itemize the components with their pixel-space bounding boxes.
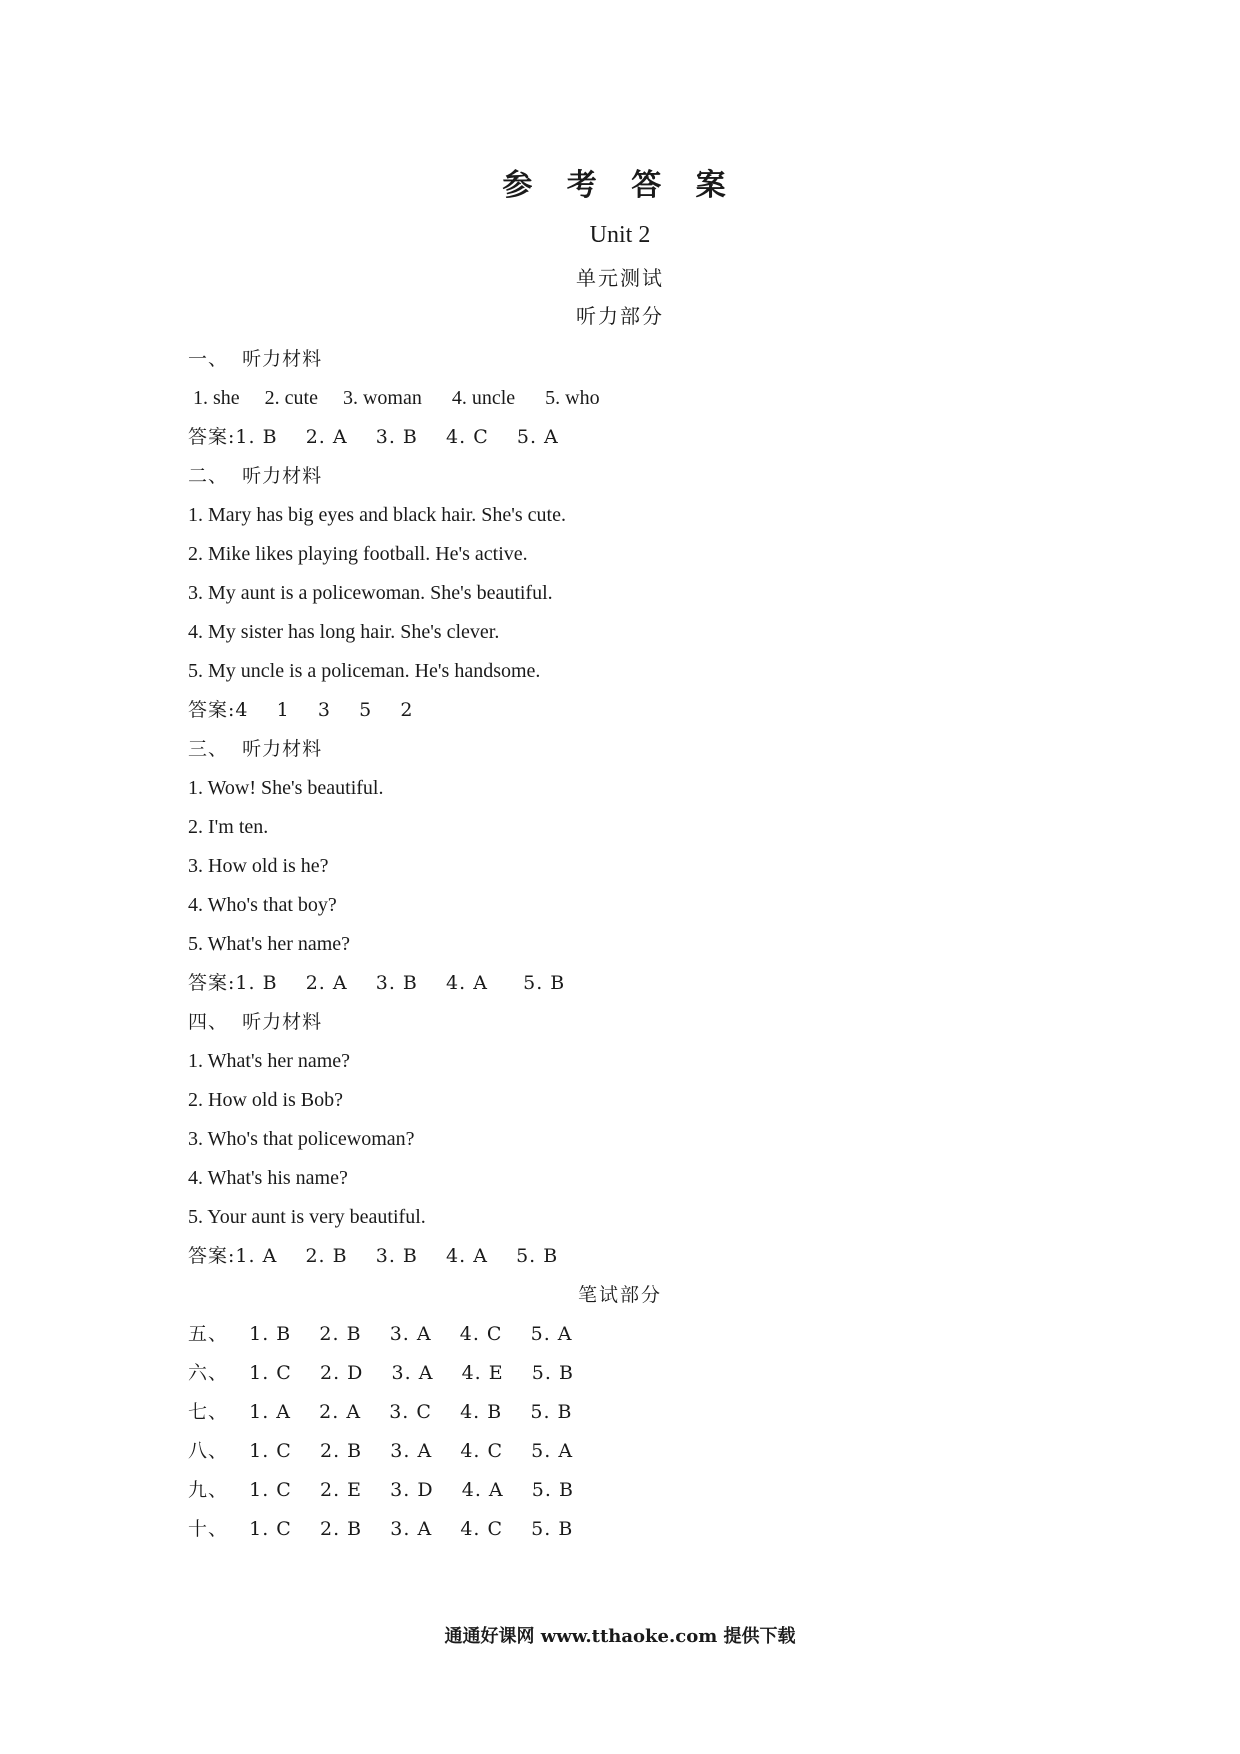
answer-line: 五、 1. B 2. B 3. A 4. C 5. A [188, 1323, 573, 1345]
page-title: 参 考 答 案 [502, 168, 738, 203]
answer-line: 答案:4 1 3 5 2 [188, 699, 414, 721]
answer-line: 1. Mary has big eyes and black hair. She's cute. [188, 504, 566, 526]
answer-line: 3. Who's that policewoman? [188, 1128, 415, 1150]
listening-heading: 听力部分 [576, 304, 664, 328]
answer-line: 5. My uncle is a policeman. He's handsome. [188, 660, 541, 682]
unit-heading: Unit 2 [589, 222, 651, 248]
answer-line: 4. Who's that boy? [188, 894, 337, 916]
answer-line: 三、 听力材料 [188, 738, 323, 760]
answer-line: 答案:1. B 2. A 3. B 4. A 5. B [188, 972, 566, 994]
answer-line: 答案:1. A 2. B 3. B 4. A 5. B [188, 1245, 559, 1267]
answer-line: 5. Your aunt is very beautiful. [188, 1206, 426, 1228]
answer-line: 2. I'm ten. [188, 816, 269, 838]
answer-line: 2. Mike likes playing football. He's active. [188, 543, 528, 565]
answer-line: 一、 听力材料 [188, 348, 323, 370]
answer-line: 1. What's her name? [188, 1050, 351, 1072]
answer-line: 3. My aunt is a policewoman. She's beautiful. [188, 582, 553, 604]
answer-line: 5. What's her name? [188, 933, 351, 955]
answer-line: 七、 1. A 2. A 3. C 4. B 5. B [188, 1401, 573, 1423]
footer-source: 通通好课网 www.tthaoke.com 提供下载 [444, 1626, 796, 1647]
answer-line: 答案:1. B 2. A 3. B 4. C 5. A [188, 426, 559, 448]
answer-line: 六、 1. C 2. D 3. A 4. E 5. B [188, 1362, 574, 1384]
answer-line: 九、 1. C 2. E 3. D 4. A 5. B [188, 1479, 574, 1501]
answer-line: 二、 听力材料 [188, 465, 323, 487]
written-section-heading: 笔试部分 [577, 1284, 662, 1306]
answer-line: 1. she 2. cute 3. woman 4. uncle 5. who [188, 387, 600, 409]
answer-line: 4. My sister has long hair. She's clever. [188, 621, 500, 643]
answer-line: 八、 1. C 2. B 3. A 4. C 5. A [188, 1440, 574, 1462]
answer-line: 四、 听力材料 [188, 1011, 323, 1033]
answer-line: 1. Wow! She's beautiful. [188, 777, 384, 799]
answer-lines [188, 340, 1088, 1549]
answer-line: 4. What's his name? [188, 1167, 348, 1189]
test-heading: 单元测试 [576, 266, 664, 290]
answer-line: 2. How old is Bob? [188, 1089, 343, 1111]
answer-line: 十、 1. C 2. B 3. A 4. C 5. B [188, 1518, 574, 1540]
answer-line: 3. How old is he? [188, 855, 329, 877]
